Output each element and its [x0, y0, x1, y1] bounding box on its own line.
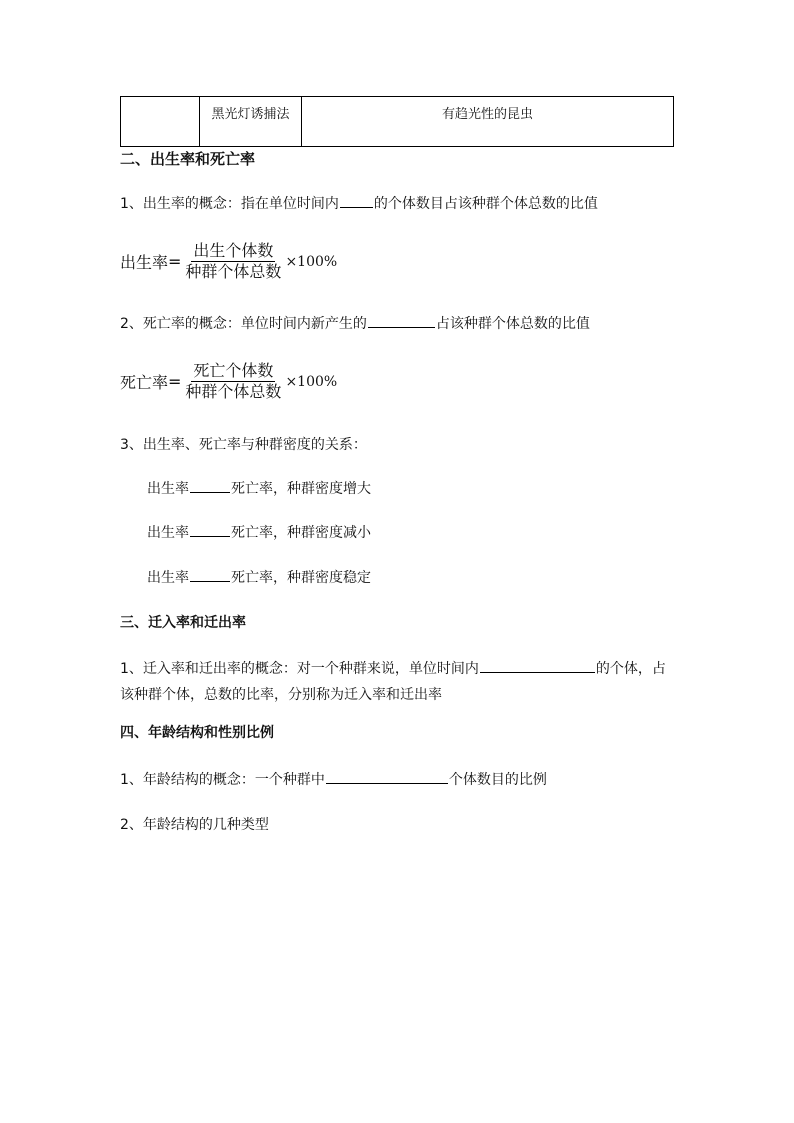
migration-concept-line1 — [120, 658, 666, 678]
relation-increase — [147, 478, 371, 498]
table-cell-empty — [121, 97, 200, 147]
formula-equals: = — [168, 252, 182, 271]
birth-rate-concept — [120, 193, 598, 213]
relation-text-a: 出生率 — [147, 525, 189, 541]
death-rate-text-a: 2、死亡率的概念：单位时间内新产生的 — [120, 316, 367, 332]
migration-concept-line2: 该种群个体，总数的比率，分别称为迁入率和迁出率 — [120, 687, 442, 703]
table-row — [121, 97, 674, 147]
age-structure-concept — [120, 769, 547, 789]
relation-text-b: 死亡率，种群密度增大 — [231, 481, 371, 497]
formula-denominator: 种群个体总数 — [185, 262, 282, 281]
table-cell-method: 黑光灯诱捕法 — [200, 97, 302, 147]
relation-text-b: 死亡率，种群密度减小 — [231, 525, 371, 541]
migration-text-a: 1、迁入率和迁出率的概念：对一个种群来说，单位时间内 — [120, 661, 479, 677]
formula-equals: = — [168, 372, 182, 391]
fill-blank[interactable] — [480, 658, 595, 673]
formula-numerator: 死亡个体数 — [193, 361, 274, 380]
formula-factor: ×100% — [285, 373, 338, 390]
formula-fraction — [183, 362, 283, 401]
age-structure-types: 2、年龄结构的几种类型 — [120, 817, 269, 833]
death-rate-concept — [120, 313, 590, 333]
capture-method-table — [120, 96, 674, 147]
migration-text-b: 的个体，占 — [595, 661, 666, 677]
section3-heading: 三、迁入率和迁出率 — [120, 615, 246, 631]
birth-rate-formula — [120, 242, 337, 281]
fill-blank[interactable] — [340, 193, 373, 208]
age-structure-text-a: 1、年龄结构的概念：一个种群中 — [120, 772, 325, 788]
formula-lhs: 出生率 — [120, 253, 169, 272]
fill-blank[interactable] — [190, 567, 230, 582]
death-rate-formula — [120, 362, 337, 401]
section4-heading: 四、年龄结构和性别比例 — [120, 725, 274, 741]
formula-denominator: 种群个体总数 — [185, 382, 282, 401]
fill-blank[interactable] — [190, 522, 230, 537]
fill-blank[interactable] — [326, 769, 448, 784]
relation-text-a: 出生率 — [147, 570, 189, 586]
relation-text-b: 死亡率，种群密度稳定 — [231, 570, 371, 586]
fill-blank[interactable] — [190, 478, 230, 493]
birth-rate-text-b: 的个体数目占该种群个体总数的比值 — [373, 196, 598, 212]
birth-rate-text-a: 1、出生率的概念：指在单位时间内 — [120, 196, 339, 212]
relation-stable — [147, 567, 371, 587]
formula-lhs: 死亡率 — [120, 373, 169, 392]
relation-heading: 3、出生率、死亡率与种群密度的关系： — [120, 437, 367, 453]
age-structure-text-b: 个体数目的比例 — [448, 772, 547, 788]
formula-factor: ×100% — [285, 253, 338, 270]
fill-blank[interactable] — [368, 313, 435, 328]
table-cell-target: 有趋光性的昆虫 — [302, 97, 674, 147]
formula-numerator: 出生个体数 — [193, 241, 274, 260]
formula-fraction — [183, 242, 283, 281]
relation-text-a: 出生率 — [147, 481, 189, 497]
section2-heading: 二、出生率和死亡率 — [120, 150, 256, 168]
relation-decrease — [147, 522, 371, 542]
death-rate-text-b: 占该种群个体总数的比值 — [435, 316, 590, 332]
